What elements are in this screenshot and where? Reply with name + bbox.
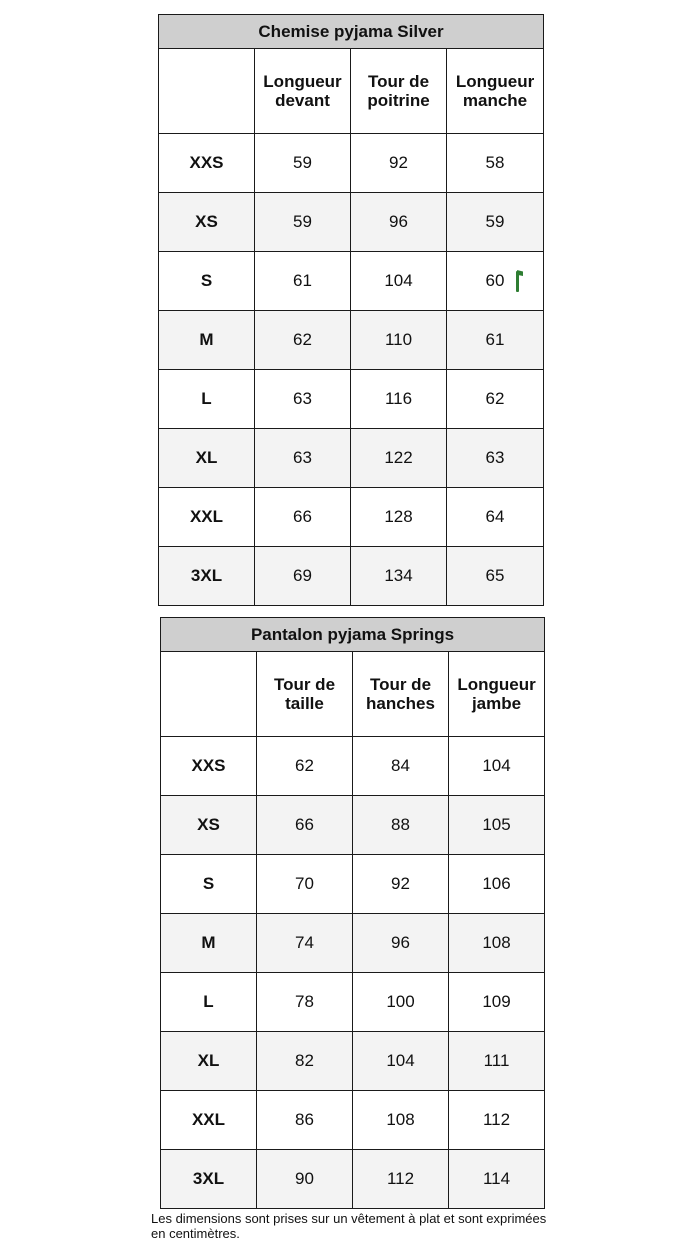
table-cell: 112 (353, 1150, 449, 1209)
column-header: Longueur devant (255, 49, 351, 134)
table-cell: 111 (449, 1032, 545, 1091)
table-row (159, 134, 544, 193)
table-title: Chemise pyjama Silver (159, 15, 544, 49)
size-label: 3XL (161, 1150, 257, 1209)
size-label: XS (159, 193, 255, 252)
table-cell: 59 (447, 193, 544, 252)
table-cell: 62 (257, 737, 353, 796)
shirt-size-table (158, 14, 544, 606)
size-label: M (159, 311, 255, 370)
column-header: Longueur jambe (449, 652, 545, 737)
table-row (161, 796, 545, 855)
size-label: L (161, 973, 257, 1032)
table-row (159, 370, 544, 429)
table-row (161, 914, 545, 973)
table-row (161, 973, 545, 1032)
table-cell: 96 (353, 914, 449, 973)
size-label: XL (159, 429, 255, 488)
table-cell: 96 (351, 193, 447, 252)
pants-size-table (160, 617, 545, 1209)
size-label: XXL (161, 1091, 257, 1150)
table-cell: 66 (255, 488, 351, 547)
size-label: XS (161, 796, 257, 855)
column-header: Tour de poitrine (351, 49, 447, 134)
table-cell: 84 (353, 737, 449, 796)
size-label: XL (161, 1032, 257, 1091)
table-cell: 86 (257, 1091, 353, 1150)
table-cell-with-marker (447, 252, 544, 311)
table-cell: 69 (255, 547, 351, 606)
table-cell: 78 (257, 973, 353, 1032)
table-cell: 63 (255, 429, 351, 488)
table-title: Pantalon pyjama Springs (161, 618, 545, 652)
column-header: Tour de taille (257, 652, 353, 737)
table-cell: 108 (353, 1091, 449, 1150)
table-cell: 64 (447, 488, 544, 547)
size-label: L (159, 370, 255, 429)
table-cell: 110 (351, 311, 447, 370)
table-cell: 128 (351, 488, 447, 547)
size-label: S (159, 252, 255, 311)
table-row (161, 1150, 545, 1209)
table-row (161, 1032, 545, 1091)
table-cell: 61 (447, 311, 544, 370)
table-row (159, 429, 544, 488)
column-header-row (161, 652, 545, 737)
table-cell: 104 (353, 1032, 449, 1091)
size-label: XXS (161, 737, 257, 796)
table-cell: 92 (351, 134, 447, 193)
column-header-empty (159, 49, 255, 134)
table-cell: 59 (255, 134, 351, 193)
table-cell: 62 (255, 311, 351, 370)
table-row (159, 252, 544, 311)
table-cell: 116 (351, 370, 447, 429)
table-cell: 105 (449, 796, 545, 855)
column-header: Tour de hanches (353, 652, 449, 737)
table-cell: 88 (353, 796, 449, 855)
table-cell-value: 60 (485, 271, 505, 290)
table-row (161, 1091, 545, 1150)
table-cell: 104 (449, 737, 545, 796)
table-cell: 62 (447, 370, 544, 429)
table-cell: 74 (257, 914, 353, 973)
size-label: M (161, 914, 257, 973)
table-cell: 114 (449, 1150, 545, 1209)
table-cell: 109 (449, 973, 545, 1032)
table-cell: 100 (353, 973, 449, 1032)
table-row (159, 311, 544, 370)
table-cell: 108 (449, 914, 545, 973)
size-label: XXL (159, 488, 255, 547)
table-cell: 66 (257, 796, 353, 855)
table-cell: 106 (449, 855, 545, 914)
table-cell: 92 (353, 855, 449, 914)
table-cell: 59 (255, 193, 351, 252)
size-label: XXS (159, 134, 255, 193)
table-cell: 104 (351, 252, 447, 311)
table-cell: 63 (447, 429, 544, 488)
table-cell: 90 (257, 1150, 353, 1209)
column-header-empty (161, 652, 257, 737)
column-header-row (159, 49, 544, 134)
table-cell: 61 (255, 252, 351, 311)
table-cell: 65 (447, 547, 544, 606)
table-row (161, 737, 545, 796)
table-row (159, 193, 544, 252)
flag-icon (515, 269, 525, 293)
table-cell: 112 (449, 1091, 545, 1150)
size-label: 3XL (159, 547, 255, 606)
cell-value-wrapper (486, 271, 505, 291)
table-cell: 58 (447, 134, 544, 193)
table-cell: 63 (255, 370, 351, 429)
table-cell: 70 (257, 855, 353, 914)
table-cell: 122 (351, 429, 447, 488)
size-label: S (161, 855, 257, 914)
footnote: Les dimensions sont prises sur un vêtement à plat et sont exprimées en centimètres. (151, 1211, 547, 1241)
table-cell: 134 (351, 547, 447, 606)
table-row (161, 855, 545, 914)
column-header: Longueur manche (447, 49, 544, 134)
table-cell: 82 (257, 1032, 353, 1091)
table-row (159, 488, 544, 547)
table-row (159, 547, 544, 606)
